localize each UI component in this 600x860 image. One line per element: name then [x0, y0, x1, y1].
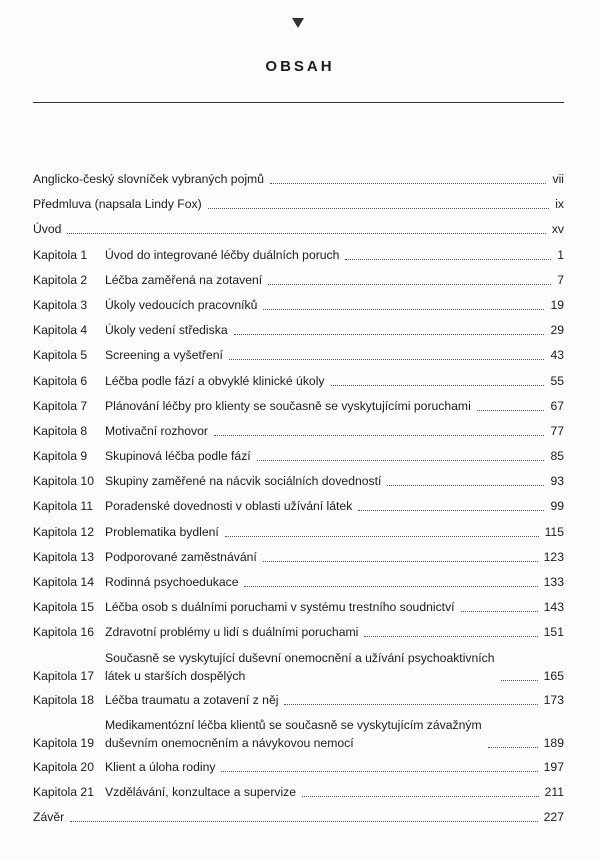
toc-title-line: Závěr — [33, 810, 65, 825]
toc-title-line: Podporované zaměstnávání — [105, 549, 257, 564]
toc-entry — [33, 271, 564, 289]
toc-entry — [33, 472, 564, 490]
toc-title — [105, 472, 381, 490]
toc-title — [105, 649, 495, 685]
toc-title-line: Rodinná psychoedukace — [105, 575, 239, 589]
toc-chapter-label: Kapitola 19 — [33, 735, 94, 750]
toc-page-number: 1 — [557, 247, 564, 262]
toc-title — [105, 346, 223, 364]
dot-leader — [345, 258, 551, 260]
toc-page-number: 197 — [543, 759, 564, 774]
toc-page-number: 151 — [543, 625, 564, 640]
toc-chapter-label: Kapitola 8 — [33, 423, 88, 438]
toc-entry — [33, 422, 564, 440]
toc-chapter-label: Kapitola 14 — [33, 575, 94, 589]
dot-leader — [263, 560, 538, 562]
triangle-marker-icon — [292, 18, 304, 28]
toc-page-number: xv — [551, 222, 564, 237]
toc-title-line: duševním onemocněním a návykovou nemocí — [105, 735, 354, 750]
toc-title — [105, 497, 352, 515]
dot-leader — [214, 434, 544, 436]
dot-leader — [67, 232, 545, 234]
dot-leader — [387, 484, 544, 486]
toc-title-line: Motivační rozhovor — [105, 423, 208, 438]
dot-leader — [477, 409, 545, 411]
dot-leader — [364, 635, 537, 637]
toc-title — [105, 758, 215, 776]
toc-title — [105, 573, 238, 591]
toc-page-number: 85 — [550, 449, 564, 464]
page-title: OBSAH — [265, 58, 335, 75]
toc-page-number: 19 — [550, 297, 564, 312]
toc-chapter-label: Kapitola 15 — [33, 600, 94, 615]
toc-entry — [33, 246, 564, 264]
toc-chapter-label: Kapitola 21 — [33, 784, 94, 799]
toc-page-number: 43 — [550, 348, 564, 363]
toc-title — [105, 246, 339, 264]
toc-title-line: Léčba zaměřená na zotavení — [105, 272, 263, 287]
toc-chapter-label: Kapitola 9 — [33, 449, 88, 464]
toc-page-number: 115 — [544, 524, 564, 539]
dot-leader — [461, 610, 538, 612]
toc-entry — [33, 716, 564, 752]
toc-title — [105, 598, 455, 616]
toc-title-line: Anglicko-český slovníček vybraných pojmů — [33, 172, 264, 186]
dot-leader — [331, 384, 545, 386]
toc-title-line: Skupinová léčba podle fází — [105, 449, 251, 464]
toc-page-number: 93 — [550, 474, 564, 489]
dot-leader — [244, 585, 537, 587]
toc-chapter-label: Kapitola 2 — [33, 272, 88, 287]
toc-title-line: látek u starších dospělých — [105, 668, 246, 683]
toc-entry — [33, 808, 564, 826]
toc-title-line: Léčba podle fází a obvyklé klinické úkoly — [105, 373, 325, 388]
toc-entry — [33, 296, 564, 314]
dot-leader — [488, 746, 538, 748]
dot-leader — [229, 358, 545, 360]
toc-entry — [33, 397, 564, 415]
dot-leader — [284, 703, 537, 705]
toc-title — [33, 195, 202, 213]
toc-entry — [33, 598, 564, 616]
toc-page-number: 29 — [550, 323, 564, 338]
toc-entry — [33, 783, 564, 801]
toc-page-number: 7 — [557, 272, 564, 287]
toc-title-line: Úkoly vedoucích pracovníků — [105, 297, 258, 312]
toc-chapter-label: Kapitola 5 — [33, 348, 88, 363]
toc-chapter-label: Kapitola 10 — [33, 474, 94, 489]
toc-title-line: Klient a úloha rodiny — [105, 759, 216, 774]
toc-title — [105, 372, 325, 390]
toc-page-number: 211 — [544, 784, 564, 799]
toc-entry — [33, 691, 564, 709]
toc-title-line: Poradenské dovednosti v oblasti užívání látek — [105, 499, 353, 514]
toc-chapter-label: Kapitola 7 — [33, 398, 88, 413]
toc-title-line: Skupiny zaměřené na nácvik sociálních dovedností — [105, 474, 382, 489]
toc-title — [105, 271, 262, 289]
toc-title — [105, 783, 296, 801]
toc-title-line: Vzdělávání, konzultace a supervize — [105, 784, 297, 799]
toc-chapter-label: Kapitola 12 — [33, 524, 94, 539]
toc-entry — [33, 548, 564, 566]
toc-title — [33, 220, 61, 238]
toc-title — [33, 808, 64, 826]
toc-entry — [33, 372, 564, 390]
toc-title — [105, 447, 251, 465]
toc-entry — [33, 649, 564, 685]
dot-leader — [208, 207, 550, 209]
toc-title — [105, 716, 482, 752]
toc-entry — [33, 523, 564, 541]
toc-title — [33, 170, 264, 188]
toc-page-number: 227 — [543, 810, 564, 825]
dot-leader — [268, 283, 551, 285]
toc-page-number: ix — [555, 197, 564, 212]
toc-page-number: vii — [552, 172, 564, 186]
toc-chapter-label: Kapitola 11 — [33, 499, 94, 514]
toc-chapter-label: Kapitola 16 — [33, 625, 94, 640]
dot-leader — [358, 509, 544, 511]
toc-page-number: 123 — [543, 549, 564, 564]
toc-chapter-label: Kapitola 3 — [33, 297, 88, 312]
toc-entry — [33, 195, 564, 213]
toc-title — [105, 321, 228, 339]
toc-title — [105, 623, 358, 641]
toc-page-number: 55 — [550, 373, 564, 388]
toc-chapter-label: Kapitola 6 — [33, 373, 88, 388]
toc-title — [105, 397, 471, 415]
toc-title-line: Léčba osob s duálními poruchami v systému trestního soudnictví — [105, 600, 455, 615]
toc-page-number: 189 — [543, 735, 564, 750]
toc-chapter-label: Kapitola 18 — [33, 692, 94, 707]
toc-entry — [33, 758, 564, 776]
toc-entry — [33, 321, 564, 339]
toc-title-line: Léčba traumatu a zotavení z něj — [105, 692, 279, 707]
toc-title — [105, 422, 208, 440]
toc-entry — [33, 220, 564, 238]
toc-chapter-label: Kapitola 4 — [33, 323, 88, 338]
toc-title-line: Úvod do integrované léčby duálních poruch — [105, 247, 340, 262]
dot-leader — [263, 308, 544, 310]
table-of-contents — [33, 170, 564, 833]
dot-leader — [221, 770, 537, 772]
dot-leader — [302, 795, 539, 797]
title-divider — [33, 102, 564, 103]
toc-entry — [33, 447, 564, 465]
toc-entry — [33, 497, 564, 515]
toc-title-line: Problematika bydlení — [105, 524, 219, 539]
toc-title-line: Zdravotní problémy u lidí s duálními poruchami — [105, 625, 359, 640]
toc-title-line: Současně se vyskytující duševní onemocnění a užívání psychoaktivních — [105, 650, 495, 665]
dot-leader — [70, 820, 538, 822]
dot-leader — [501, 679, 538, 681]
toc-title-line: Úvod — [33, 222, 62, 237]
toc-page-number: 67 — [550, 398, 564, 413]
dot-leader — [270, 182, 547, 184]
toc-chapter-label: Kapitola 13 — [33, 549, 94, 564]
toc-title — [105, 691, 278, 709]
toc-title-line: Medikamentózní léčba klientů se současně se vyskytujícím závažným — [105, 717, 482, 732]
toc-page-number: 133 — [543, 575, 564, 589]
toc-title — [105, 296, 257, 314]
toc-chapter-label: Kapitola 1 — [33, 247, 88, 262]
toc-title — [105, 548, 257, 566]
toc-page-number: 165 — [543, 668, 564, 683]
toc-chapter-label: Kapitola 20 — [33, 759, 94, 774]
dot-leader — [234, 333, 545, 335]
toc-entry — [33, 623, 564, 641]
toc-page-number: 77 — [550, 423, 564, 438]
toc-page-number: 143 — [543, 600, 564, 615]
dot-leader — [257, 459, 545, 461]
toc-entry — [33, 346, 564, 364]
toc-title-line: Plánování léčby pro klienty se současně se vyskytujícími poruchami — [105, 398, 471, 413]
toc-title-line: Screening a vyšetření — [105, 348, 223, 363]
toc-page-number: 99 — [550, 499, 564, 514]
toc-title-line: Předmluva (napsala Lindy Fox) — [33, 197, 202, 212]
toc-title-line: Úkoly vedení střediska — [105, 323, 228, 338]
toc-chapter-label: Kapitola 17 — [33, 668, 94, 683]
toc-entry — [33, 573, 564, 591]
toc-title — [105, 523, 219, 541]
toc-entry — [33, 170, 564, 188]
dot-leader — [225, 535, 539, 537]
toc-page-number: 173 — [543, 692, 564, 707]
